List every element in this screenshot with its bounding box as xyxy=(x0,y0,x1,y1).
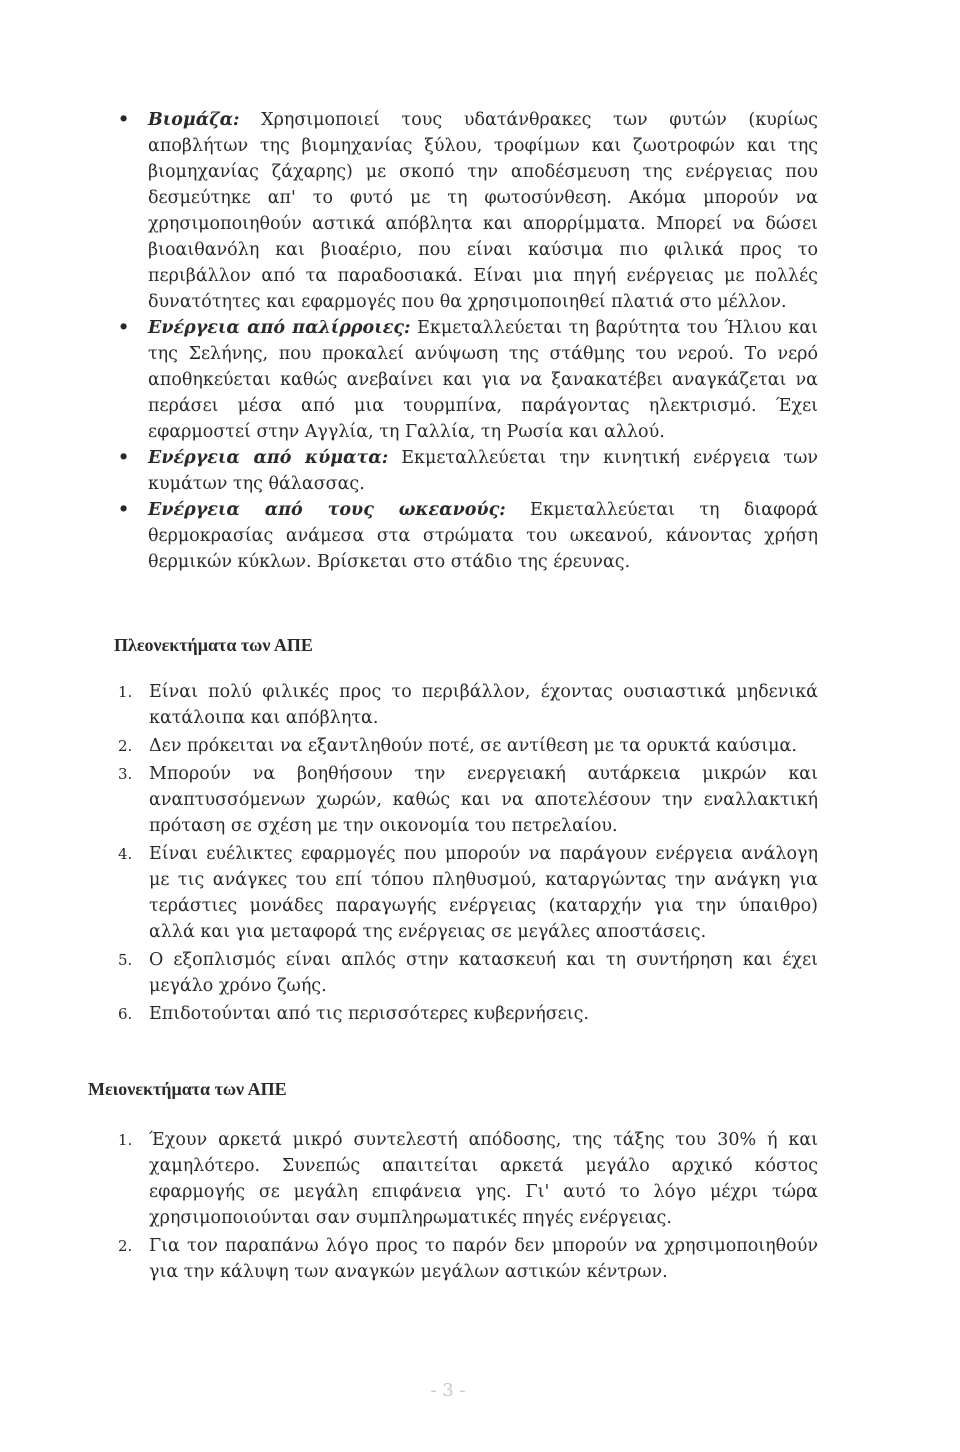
term-label: Ενέργεια από τους ωκεανούς: xyxy=(148,500,506,520)
item-number: 3. xyxy=(118,765,133,783)
advantages-heading: Πλεονεκτήματα των ΑΠΕ xyxy=(114,635,313,655)
item-number: 2. xyxy=(118,1237,133,1255)
energy-sources-list xyxy=(118,107,818,575)
list-item-tidal-energy xyxy=(118,315,818,445)
item-text: Είναι πολύ φιλικές προς το περιβάλλον, έχοντας ουσιαστικά μηδενικά κατάλοιπα και απόβλητα. xyxy=(149,682,818,728)
list-item xyxy=(118,947,818,999)
term-description: Εκμεταλλεύεται τη βαρύτητα του Ήλιου και της Σελήνης, που προκαλεί ανύψωση της στάθμης του νερού. Το νερό αποθηκεύεται καθώς ανεβαίνει και για να ξανακατέβει αναγκάζεται να περάσει μέσα από μια τουρμπίνα, παράγοντας ηλεκτρισμό. Έχει εφαρμοστεί στην Αγγλία, τη Γαλλία, τη Ρωσία και αλλού. xyxy=(148,318,818,442)
list-item xyxy=(118,1233,818,1285)
list-item-ocean-energy xyxy=(118,497,818,575)
disadvantages-list xyxy=(118,1127,818,1287)
page-number: - 3 - xyxy=(430,1380,466,1401)
disadvantages-heading: Μειονεκτήματα των ΑΠΕ xyxy=(88,1079,287,1099)
list-item xyxy=(118,761,818,839)
item-text: Μπορούν να βοηθήσουν την ενεργειακή αυτάρκεια μικρών και αναπτυσσόμενων χωρών, καθώς και να αποτελέσουν την εναλλακτική πρόταση σε σχέση με την οικονομία του πετρελαίου. xyxy=(149,764,818,836)
item-text: Έχουν αρκετά μικρό συντελεστή απόδοσης, της τάξης του 30% ή και χαμηλότερο. Συνεπώς απαιτείται αρκετά μεγάλο αρχικό κόστος εφαρμογής σε μεγάλη επιφάνεια γης. Γι' αυτό το λόγο μέχρι τώρα χρησιμοποιούνται σαν συμπληρωματικές πηγές ενέργειας. xyxy=(149,1130,818,1228)
list-item xyxy=(118,1127,818,1231)
item-text: Δεν πρόκειται να εξαντληθούν ποτέ, σε αντίθεση με τα ορυκτά καύσιμα. xyxy=(149,736,797,756)
term-description: Εκμεταλλεύεται τη διαφορά θερμοκρασίας ανάμεσα στα στρώματα του ωκεανού, κάνοντας χρήση θερμικών κύκλων. Βρίσκεται στο στάδιο της έρευνας. xyxy=(148,500,818,572)
item-text: Επιδοτούνται από τις περισσότερες κυβερνήσεις. xyxy=(149,1004,589,1024)
list-item xyxy=(118,1001,818,1027)
item-number: 4. xyxy=(118,845,133,863)
list-item xyxy=(118,841,818,945)
item-number: 5. xyxy=(118,951,133,969)
advantages-list xyxy=(118,679,818,1029)
item-text: Είναι ευέλικτες εφαρμογές που μπορούν να παράγουν ενέργεια ανάλογη με τις ανάγκες του επί τόπου πληθυσμού, καταργώντας την ανάγκη για τεράστιες μονάδες παραγωγής ενέργειας (καταρχήν για την ύπαιθρο) αλλά και για μεταφορά της ενέργειας σε μεγάλες αποστάσεις. xyxy=(149,844,818,942)
list-item-wave-energy xyxy=(118,445,818,497)
term-description: Χρησιμοποιεί τους υδατάνθρακες των φυτών (κυρίως αποβλήτων της βιομηχανίας ξύλου, τροφίμων και ζωοτροφών και της βιομηχανίας ζάχαρης) με σκοπό την αποδέσμευση της ενέργειας που δεσμεύτηκε απ' το φυτό με τη φωτοσύνθεση. Ακόμα μπορούν να χρησιμοποιηθούν αστικά απόβλητα και απορρίμματα. Μπορεί να δώσει βιοαιθανόλη και βιοαέριο, που είναι καύσιμα πιο φιλικά προς το περιβάλλον από τα παραδοσιακά. Είναι μια πηγή ενέργειας με πολλές δυνατότητες και εφαρμογές που θα χρησιμοποιηθεί πλατιά στο μέλλον. xyxy=(148,110,818,312)
item-number: 1. xyxy=(118,683,133,701)
item-number: 2. xyxy=(118,737,133,755)
term-label: Ενέργεια από κύματα: xyxy=(148,448,389,468)
list-item xyxy=(118,679,818,731)
list-item-biomass xyxy=(118,107,818,315)
item-text: Για τον παραπάνω λόγο προς το παρόν δεν μπορούν να χρησιμοποιηθούν για την κάλυψη των αναγκών μεγάλων αστικών κέντρων. xyxy=(149,1236,818,1282)
item-number: 6. xyxy=(118,1005,133,1023)
term-label: Ενέργεια από παλίρροιες: xyxy=(148,318,411,338)
term-label: Βιομάζα: xyxy=(148,110,240,130)
item-text: Ο εξοπλισμός είναι απλός στην κατασκευή και τη συντήρηση και έχει μεγάλο χρόνο ζωής. xyxy=(149,950,818,996)
term-description: Εκμεταλλεύεται την κινητική ενέργεια των κυμάτων της θάλασσας. xyxy=(148,448,818,494)
item-number: 1. xyxy=(118,1131,133,1149)
list-item xyxy=(118,733,818,759)
